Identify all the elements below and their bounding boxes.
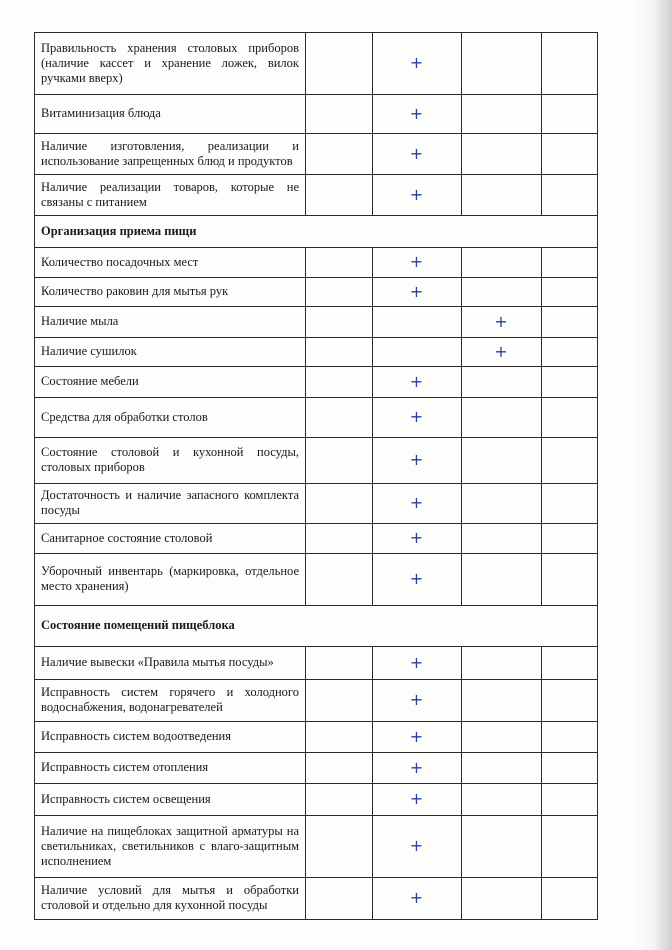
column-rule [541, 174, 542, 216]
row-rule [34, 397, 598, 398]
table-right-border [597, 437, 598, 484]
column-rule [372, 783, 373, 816]
table-right-border [597, 605, 598, 647]
table-right-border [597, 247, 598, 278]
column-rule [461, 94, 462, 134]
table-right-border [597, 483, 598, 524]
table-left-border [34, 783, 35, 816]
column-rule [541, 32, 542, 95]
column-rule [461, 247, 462, 278]
table-right-border [597, 215, 598, 248]
criterion-label: Уборочный инвентарь (маркировка, отдельное место хранения) [41, 564, 299, 593]
table-left-border [34, 397, 35, 438]
column-rule [541, 366, 542, 398]
row-rule [34, 721, 598, 722]
column-rule [541, 94, 542, 134]
plus-check-mark: + [409, 528, 424, 547]
column-rule [372, 306, 373, 338]
section-heading: Состояние помещений пищеблока [41, 618, 235, 632]
row-rule [34, 646, 598, 647]
plus-check-mark: + [409, 888, 424, 907]
table-right-border [597, 94, 598, 134]
criterion-label: Наличие вывески «Правила мытья посуды» [41, 655, 274, 669]
column-rule [461, 679, 462, 722]
column-rule [461, 523, 462, 554]
row-rule [34, 605, 598, 606]
column-rule [305, 646, 306, 680]
column-rule [461, 277, 462, 307]
column-rule [461, 133, 462, 175]
column-rule [372, 437, 373, 484]
column-rule [541, 721, 542, 753]
table-right-border [597, 815, 598, 878]
criterion-label: Наличие на пищеблоках защитной арматуры на светильниках, светильников с влаго-защитным исполнением [41, 824, 299, 868]
row-rule [34, 215, 598, 216]
table-left-border [34, 306, 35, 338]
criterion-label: Наличие сушилок [41, 344, 137, 358]
plus-check-mark: + [409, 726, 424, 746]
plus-check-mark: + [409, 252, 424, 271]
row-rule [34, 366, 598, 367]
column-rule [305, 174, 306, 216]
column-rule [372, 366, 373, 398]
table-left-border [34, 247, 35, 278]
column-rule [461, 783, 462, 816]
table-left-border [34, 752, 35, 784]
column-rule [541, 815, 542, 878]
criterion-label: Правильность хранения столовых приборов (наличие кассет и хранение ложек, вилок ручками вверх) [41, 41, 299, 85]
column-rule [305, 337, 306, 367]
table-right-border [597, 397, 598, 438]
row-rule [34, 919, 598, 920]
column-rule [305, 752, 306, 784]
row-rule [34, 174, 598, 175]
table-right-border [597, 523, 598, 554]
column-rule [541, 523, 542, 554]
table-right-border [597, 752, 598, 784]
column-rule [541, 397, 542, 438]
criterion-label: Витаминизация блюда [41, 106, 161, 120]
table-left-border [34, 877, 35, 920]
plus-check-mark: + [409, 690, 424, 709]
plus-check-mark: + [494, 311, 508, 331]
column-rule [372, 679, 373, 722]
criterion-label: Наличие условий для мытья и обработки столовой и отдельно для кухонной посуды [41, 883, 299, 912]
column-rule [461, 397, 462, 438]
column-rule [541, 306, 542, 338]
row-rule [34, 32, 598, 33]
criterion-label: Наличие изготовления, реализации и использование запрещенных блюд и продуктов [41, 139, 299, 168]
column-rule [372, 397, 373, 438]
criterion-label: Исправность систем водоотведения [41, 729, 231, 743]
column-rule [541, 337, 542, 367]
row-rule [34, 815, 598, 816]
column-rule [372, 337, 373, 367]
criterion-label: Наличие реализации товаров, которые не связаны с питанием [41, 180, 299, 209]
row-rule [34, 337, 598, 338]
column-rule [372, 553, 373, 606]
row-rule [34, 783, 598, 784]
table-left-border [34, 679, 35, 722]
column-rule [305, 306, 306, 338]
column-rule [305, 483, 306, 524]
plus-check-mark: + [494, 341, 508, 361]
plus-check-mark: + [409, 184, 424, 204]
plus-check-mark: + [409, 652, 424, 672]
table-right-border [597, 32, 598, 95]
criterion-label: Исправность систем отопления [41, 760, 209, 774]
table-left-border [34, 337, 35, 367]
plus-check-mark: + [409, 569, 424, 588]
column-rule [541, 483, 542, 524]
table-right-border [597, 174, 598, 216]
column-rule [305, 815, 306, 878]
column-rule [541, 646, 542, 680]
column-rule [461, 752, 462, 784]
column-rule [372, 815, 373, 878]
table-right-border [597, 783, 598, 816]
plus-check-mark: + [409, 103, 424, 123]
plus-check-mark: + [409, 53, 424, 72]
criterion-label: Достаточность и наличие запасного комплекта посуды [41, 488, 299, 517]
column-rule [305, 32, 306, 95]
column-rule [305, 783, 306, 816]
column-rule [461, 174, 462, 216]
criterion-label: Исправность систем освещения [41, 792, 211, 806]
column-rule [372, 752, 373, 784]
row-rule [34, 679, 598, 680]
table-left-border [34, 94, 35, 134]
row-rule [34, 483, 598, 484]
column-rule [372, 133, 373, 175]
plus-check-mark: + [409, 407, 424, 426]
table-left-border [34, 721, 35, 753]
table-left-border [34, 605, 35, 647]
section-heading: Организация приема пищи [41, 224, 197, 238]
column-rule [372, 94, 373, 134]
criterion-label: Количество раковин для мытья рук [41, 284, 229, 298]
row-rule [34, 133, 598, 134]
column-rule [461, 437, 462, 484]
column-rule [305, 553, 306, 606]
plus-check-mark: + [409, 757, 424, 777]
column-rule [372, 174, 373, 216]
row-rule [34, 277, 598, 278]
criterion-label: Состояние мебели [41, 374, 139, 388]
criterion-label: Средства для обработки столов [41, 410, 208, 424]
column-rule [541, 877, 542, 920]
row-rule [34, 523, 598, 524]
column-rule [541, 553, 542, 606]
column-rule [372, 247, 373, 278]
plus-check-mark: + [409, 493, 424, 512]
column-rule [305, 366, 306, 398]
column-rule [372, 32, 373, 95]
row-rule [34, 306, 598, 307]
table-right-border [597, 337, 598, 367]
criterion-label: Исправность систем горячего и холодного водоснабжения, водонагревателей [41, 685, 299, 714]
plus-check-mark: + [409, 450, 424, 469]
column-rule [541, 133, 542, 175]
column-rule [461, 877, 462, 920]
table-left-border [34, 815, 35, 878]
column-rule [372, 877, 373, 920]
row-rule [34, 752, 598, 753]
column-rule [305, 437, 306, 484]
column-rule [372, 523, 373, 554]
row-rule [34, 94, 598, 95]
column-rule [541, 752, 542, 784]
column-rule [461, 646, 462, 680]
column-rule [372, 483, 373, 524]
plus-check-mark: + [409, 143, 424, 163]
plus-check-mark: + [409, 371, 424, 391]
table-left-border [34, 483, 35, 524]
plus-check-mark: + [409, 281, 424, 301]
table-left-border [34, 215, 35, 248]
row-rule [34, 247, 598, 248]
column-rule [461, 366, 462, 398]
column-rule [461, 306, 462, 338]
table-right-border [597, 277, 598, 307]
column-rule [461, 721, 462, 753]
row-rule [34, 553, 598, 554]
column-rule [305, 397, 306, 438]
table-right-border [597, 553, 598, 606]
column-rule [541, 437, 542, 484]
column-rule [305, 94, 306, 134]
criterion-label: Количество посадочных мест [41, 255, 199, 269]
table-right-border [597, 133, 598, 175]
table-right-border [597, 366, 598, 398]
table-right-border [597, 877, 598, 920]
table-right-border [597, 646, 598, 680]
column-rule [305, 277, 306, 307]
column-rule [461, 337, 462, 367]
column-rule [461, 32, 462, 95]
table-left-border [34, 366, 35, 398]
row-rule [34, 437, 598, 438]
plus-check-mark: + [409, 836, 424, 855]
row-rule [34, 877, 598, 878]
column-rule [541, 277, 542, 307]
column-rule [372, 277, 373, 307]
column-rule [372, 646, 373, 680]
table-left-border [34, 133, 35, 175]
column-rule [461, 553, 462, 606]
table-left-border [34, 174, 35, 216]
criterion-label: Наличие мыла [41, 314, 119, 328]
column-rule [541, 783, 542, 816]
table-left-border [34, 437, 35, 484]
table-right-border [597, 721, 598, 753]
column-rule [372, 721, 373, 753]
column-rule [305, 133, 306, 175]
column-rule [541, 247, 542, 278]
table-left-border [34, 523, 35, 554]
column-rule [305, 721, 306, 753]
table-left-border [34, 553, 35, 606]
table-left-border [34, 32, 35, 95]
table-right-border [597, 679, 598, 722]
table-right-border [597, 306, 598, 338]
column-rule [541, 679, 542, 722]
plus-check-mark: + [409, 789, 424, 808]
table-left-border [34, 277, 35, 307]
column-rule [305, 679, 306, 722]
column-rule [461, 815, 462, 878]
column-rule [461, 483, 462, 524]
column-rule [305, 523, 306, 554]
column-rule [305, 247, 306, 278]
criterion-label: Санитарное состояние столовой [41, 531, 213, 545]
criterion-label: Состояние столовой и кухонной посуды, столовых приборов [41, 445, 299, 474]
column-rule [305, 877, 306, 920]
table-left-border [34, 646, 35, 680]
